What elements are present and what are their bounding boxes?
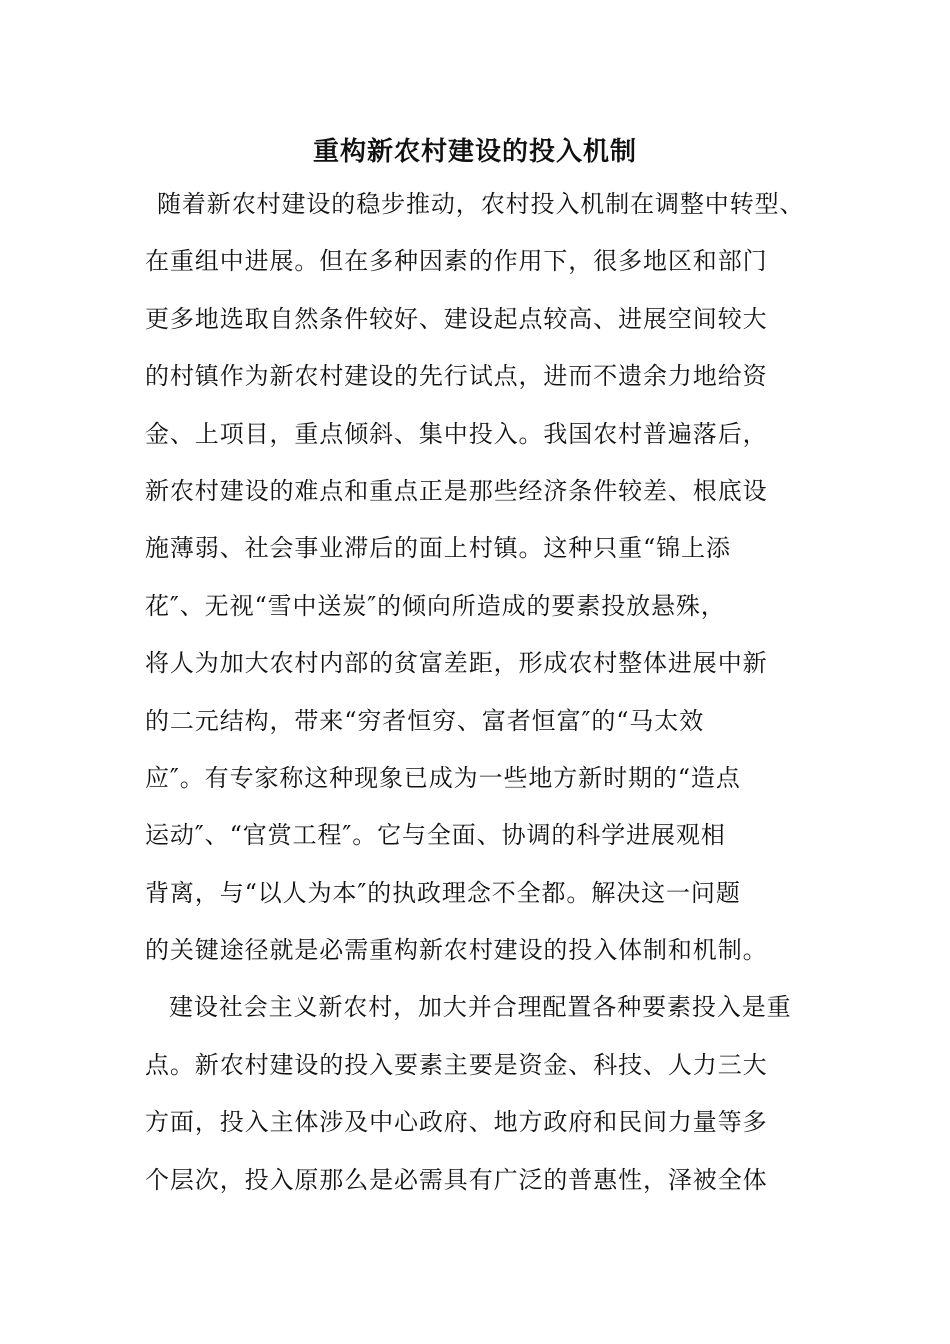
- paragraph-line: 随着新农村建设的稳步推动，农村投入机制在调整中转型、: [157, 190, 805, 218]
- paragraph-line: 更多地选取自然条件较好、建设起点较高、进展空间较大: [145, 304, 768, 333]
- paragraph-line: 的二元结构，带来“穷者恒穷、富者恒富″的“马太效: [145, 706, 705, 735]
- paragraph-line: 的村镇作为新农村建设的先行试点，进而不遗余力地给资: [145, 362, 768, 391]
- paragraph-line: 施薄弱、社会事业滞后的面上村镇。这种只重“锦上添: [145, 534, 731, 563]
- paragraph-line: 背离，与“以人为本″的执政理念不全都。解决这一问题: [145, 878, 741, 907]
- paragraph-line: 建设社会主义新农村，加大并合理配置各种要素投入是重: [169, 993, 792, 1022]
- paragraph-line: 新农村建设的难点和重点正是那些经济条件较差、根底设: [145, 476, 768, 505]
- paragraph-line: 方面，投入主体涉及中心政府、地方政府和民间力量等多: [145, 1108, 768, 1137]
- paragraph-line: 的关键途径就是必需重构新农村建设的投入体制和机制。: [145, 936, 768, 965]
- paragraph-line: 点。新农村建设的投入要素主要是资金、科技、人力三大: [145, 1050, 768, 1079]
- document-body: [145, 176, 835, 1209]
- paragraph-line: 应″。有专家称这种现象已成为一些地方新时期的“造点: [145, 763, 741, 792]
- paragraph-line: 在重组中进展。但在多种因素的作用下，很多地区和部门: [145, 247, 768, 276]
- paragraph-line: 运动″、“官赏工程″。它与全面、协调的科学进展观相: [145, 821, 726, 850]
- paragraph-line: 金、上项目，重点倾斜、集中投入。我国农村普遍落后，: [145, 419, 768, 448]
- paragraph-line: 个层次，投入原那么是必需具有广泛的普惠性，泽被全体: [145, 1165, 768, 1194]
- paragraph-line: 将人为加大农村内部的贫富差距，形成农村整体进展中新: [145, 649, 768, 678]
- paragraph-line: 花″、无视“雪中送炭″的倾向所造成的要素投放悬殊，: [145, 591, 726, 620]
- document-title: 重构新农村建设的投入机制: [312, 137, 637, 167]
